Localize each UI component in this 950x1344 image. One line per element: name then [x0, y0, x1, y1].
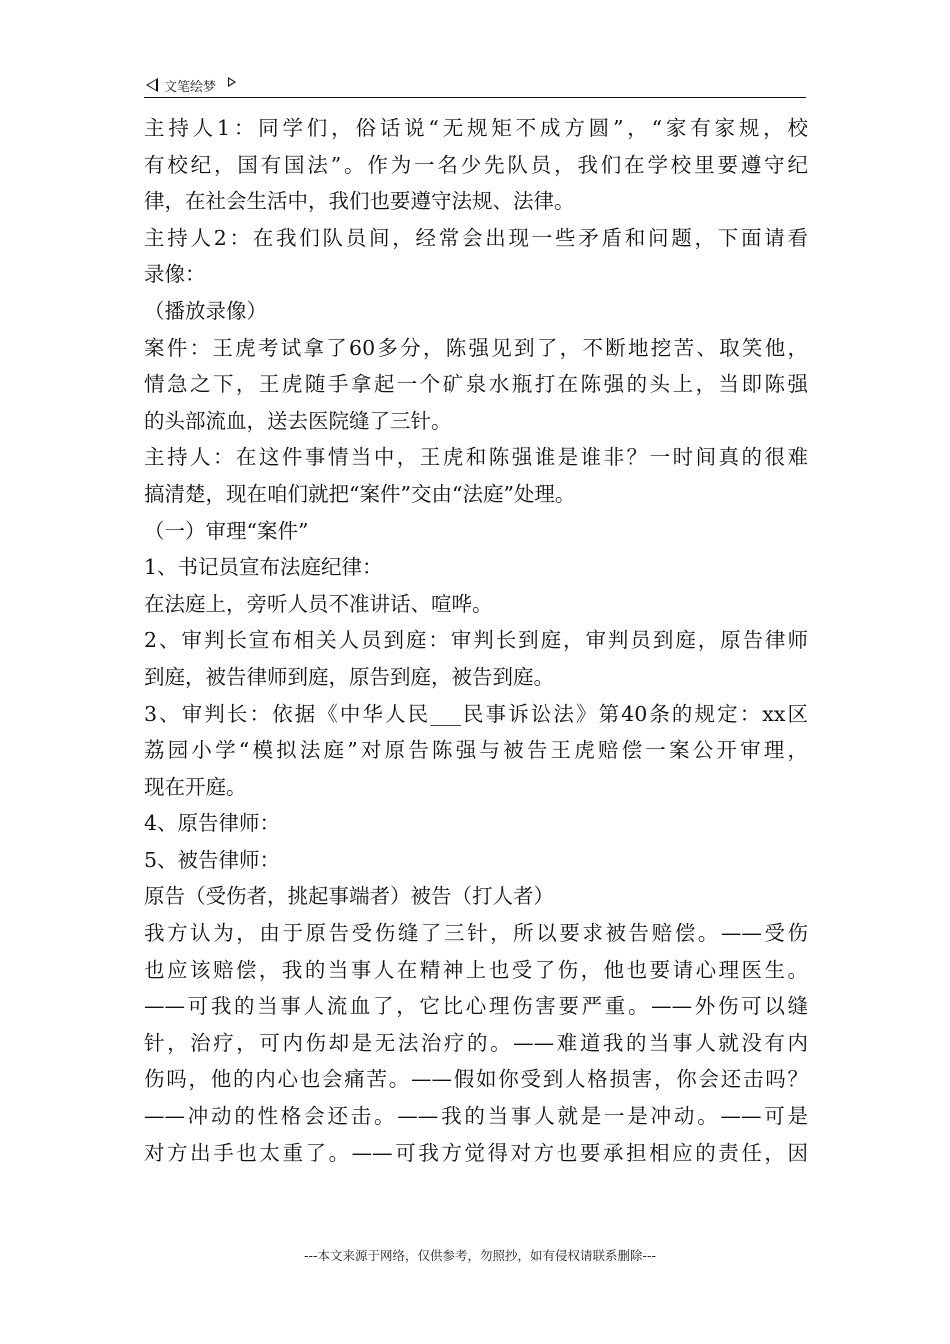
text-line: 4、原告律师： [144, 811, 281, 836]
text-line: 主持人：在这件事情当中，王虎和陈强谁是谁非？一时间真的很难 [144, 445, 808, 470]
text-line: 荔园小学“模拟法庭”对原告陈强与被告王虎赔偿一案公开审理， [144, 738, 808, 763]
text-line: 在法庭上，旁听人员不准讲话、喧哗。 [144, 591, 493, 616]
document-body [144, 110, 808, 1171]
text-line: 主持人2：在我们队员间，经常会出现一些矛盾和问题，下面请看 [144, 225, 808, 250]
text-line: 我方认为，由于原告受伤缝了三针，所以要求被告赔偿。——受伤 [144, 921, 808, 946]
text-line: 针，治疗，可内伤却是无法治疗的。——难道我的当事人就没有内 [144, 1030, 808, 1055]
text-line: 有校纪，国有国法”。作为一名少先队员，我们在学校里要遵守纪 [144, 152, 808, 177]
text-line: 律，在社会生活中，我们也要遵守法规、法律。 [144, 189, 575, 214]
text-line: （播放录像） [144, 298, 267, 323]
text-line: 2、审判长宣布相关人员到庭：审判长到庭，审判员到庭，原告律师 [144, 628, 808, 653]
text-line: 对方出手也太重了。——可我方觉得对方也要承担相应的责任，因 [144, 1140, 808, 1165]
text-line: 到庭，被告律师到庭，原告到庭，被告到庭。 [144, 664, 554, 689]
page-header [146, 74, 236, 96]
text-line: 也应该赔偿，我的当事人在精神上也受了伤，他也要请心理医生。 [144, 957, 808, 982]
text-line: 原告（受伤者，挑起事端者）被告（打人者） [144, 884, 554, 909]
text-line: ——冲动的性格会还击。——我的当事人就是一是冲动。——可是 [144, 1104, 808, 1129]
header-divider [144, 97, 806, 98]
header-title: 文笔绘梦 [164, 79, 217, 95]
triangle-right-icon [228, 77, 236, 87]
text-line: 的头部流血，送去医院缝了三针。 [144, 408, 452, 433]
text-line: 搞清楚，现在咱们就把“案件”交由“法庭”处理。 [144, 481, 576, 506]
text-line: （一）审理“案件” [144, 518, 309, 543]
text-line: 1、书记员宣布法庭纪律： [144, 555, 383, 580]
page-footer: ---本文来源于网络，仅供参考，勿照抄，如有侵权请联系删除--- [303, 1248, 657, 1263]
text-line: 3、审判长：依据《中华人民___民事诉讼法》第40条的规定：xx区 [144, 701, 808, 726]
text-line: 主持人1：同学们，俗话说“无规矩不成方圆”，“家有家规，校 [144, 116, 808, 140]
text-line: ——可我的当事人流血了，它比心理伤害要严重。——外伤可以缝 [144, 994, 808, 1019]
triangle-left-icon [146, 78, 158, 92]
text-line: 情急之下，王虎随手拿起一个矿泉水瓶打在陈强的头上，当即陈强 [144, 372, 808, 397]
text-line: 5、被告律师： [144, 847, 281, 872]
text-line: 案件：王虎考试拿了60多分，陈强见到了，不断地挖苦、取笑他， [144, 335, 808, 360]
text-line: 伤吗，他的内心也会痛苦。——假如你受到人格损害，你会还击吗？ [144, 1067, 808, 1092]
text-line: 现在开庭。 [144, 774, 247, 799]
text-line: 录像： [144, 262, 206, 287]
